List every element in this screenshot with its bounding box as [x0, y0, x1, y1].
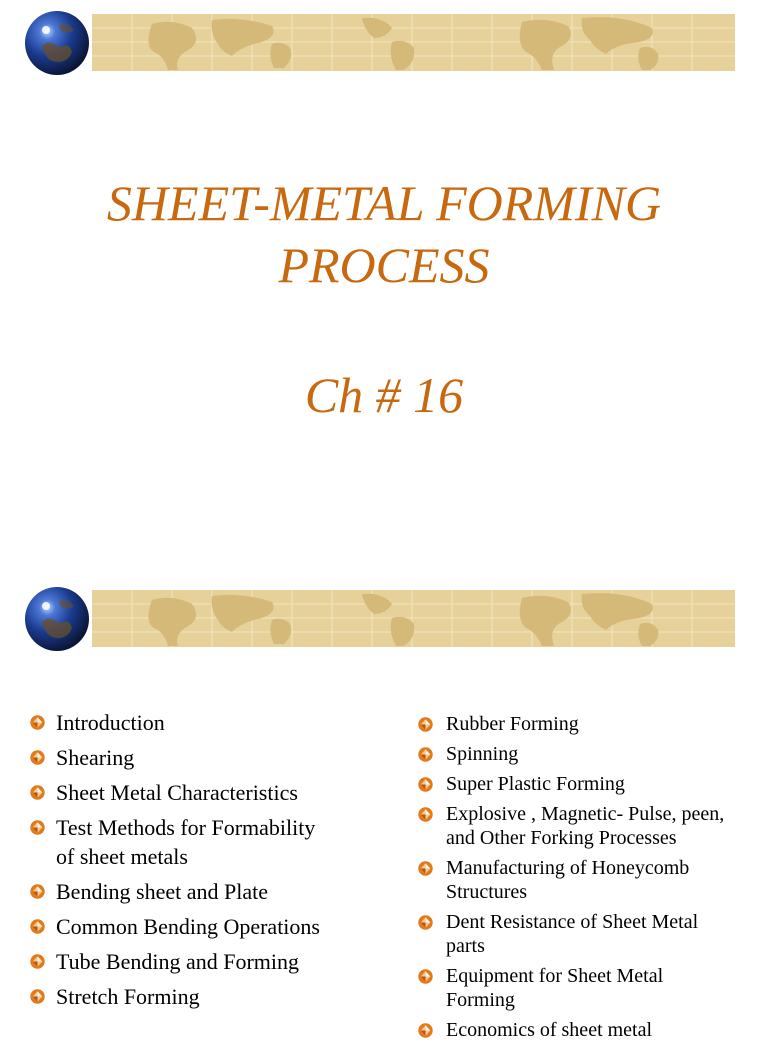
diamond-bullet-icon: [30, 919, 45, 934]
diamond-bullet-icon: [30, 884, 45, 899]
diamond-bullet-icon: [30, 989, 45, 1004]
list-item-text: Economics of sheet metal: [446, 1019, 653, 1041]
list-item-text: Structures: [446, 881, 528, 903]
list-item: [418, 772, 763, 796]
diamond-bullet-icon: [418, 1023, 433, 1038]
diamond-bullet-icon: [418, 915, 433, 930]
list-item: [30, 743, 380, 772]
list-item: [30, 813, 380, 871]
list-item-text: Explosive , Magnetic- Pulse, peen,: [446, 803, 725, 825]
diamond-bullet-icon: [418, 717, 433, 732]
list-item: [30, 708, 380, 737]
list-item-text: Forming: [446, 989, 515, 1011]
list-item-text: Spinning: [446, 743, 519, 765]
list-item-text: Super Plastic Forming: [446, 773, 625, 795]
diamond-bullet-icon: [418, 969, 433, 984]
list-item: [418, 856, 763, 904]
list-item-text: Shearing: [56, 745, 135, 770]
diamond-bullet-icon: [30, 954, 45, 969]
list-item-text: of sheet metals: [56, 844, 188, 869]
world-map-banner: [92, 14, 735, 71]
list-item-text: Tube Bending and Forming: [56, 949, 300, 974]
world-map-banner: [92, 590, 735, 647]
list-item: [30, 947, 380, 976]
diamond-bullet-icon: [418, 777, 433, 792]
list-item-text: Rubber Forming: [446, 713, 579, 735]
list-item-text: Bending sheet and Plate: [56, 879, 269, 904]
list-item: [30, 778, 380, 807]
diamond-bullet-icon: [30, 750, 45, 765]
list-item-text: Manufacturing of Honeycomb: [446, 857, 690, 879]
list-item-text: parts: [446, 935, 485, 957]
list-item-text: Sheet Metal Characteristics: [56, 780, 298, 805]
list-item: [418, 802, 763, 850]
list-item: [418, 712, 763, 736]
diamond-bullet-icon: [30, 715, 45, 730]
diamond-bullet-icon: [30, 820, 45, 835]
list-item: [418, 742, 763, 766]
list-item-text: Test Methods for Formability: [56, 815, 316, 840]
title-line-2: PROCESS: [278, 237, 490, 293]
list-item: [418, 910, 763, 958]
globe-icon: [24, 10, 90, 76]
contents-list-left: [30, 708, 380, 1017]
list-item: [418, 1018, 763, 1042]
list-item-text: Equipment for Sheet Metal: [446, 965, 664, 987]
title-line-1: SHEET-METAL FORMING: [106, 175, 662, 231]
list-item-text: and Other Forking Processes: [446, 827, 677, 849]
globe-icon: [24, 586, 90, 652]
list-item-text: Common Bending Operations: [56, 914, 320, 939]
list-item: [30, 912, 380, 941]
list-item-text: Dent Resistance of Sheet Metal: [446, 911, 699, 933]
contents-list-right: [418, 712, 763, 1048]
list-item-text: Stretch Forming: [56, 984, 200, 1009]
list-item: [418, 964, 763, 1012]
diamond-bullet-icon: [418, 747, 433, 762]
diamond-bullet-icon: [418, 807, 433, 822]
slide-title: [0, 172, 768, 296]
list-item: [30, 982, 380, 1011]
list-item: [30, 877, 380, 906]
diamond-bullet-icon: [418, 861, 433, 876]
contents-slide: [0, 576, 768, 1041]
list-item-text: Introduction: [56, 710, 165, 735]
chapter-number: Ch # 16: [304, 367, 464, 423]
diamond-bullet-icon: [30, 785, 45, 800]
